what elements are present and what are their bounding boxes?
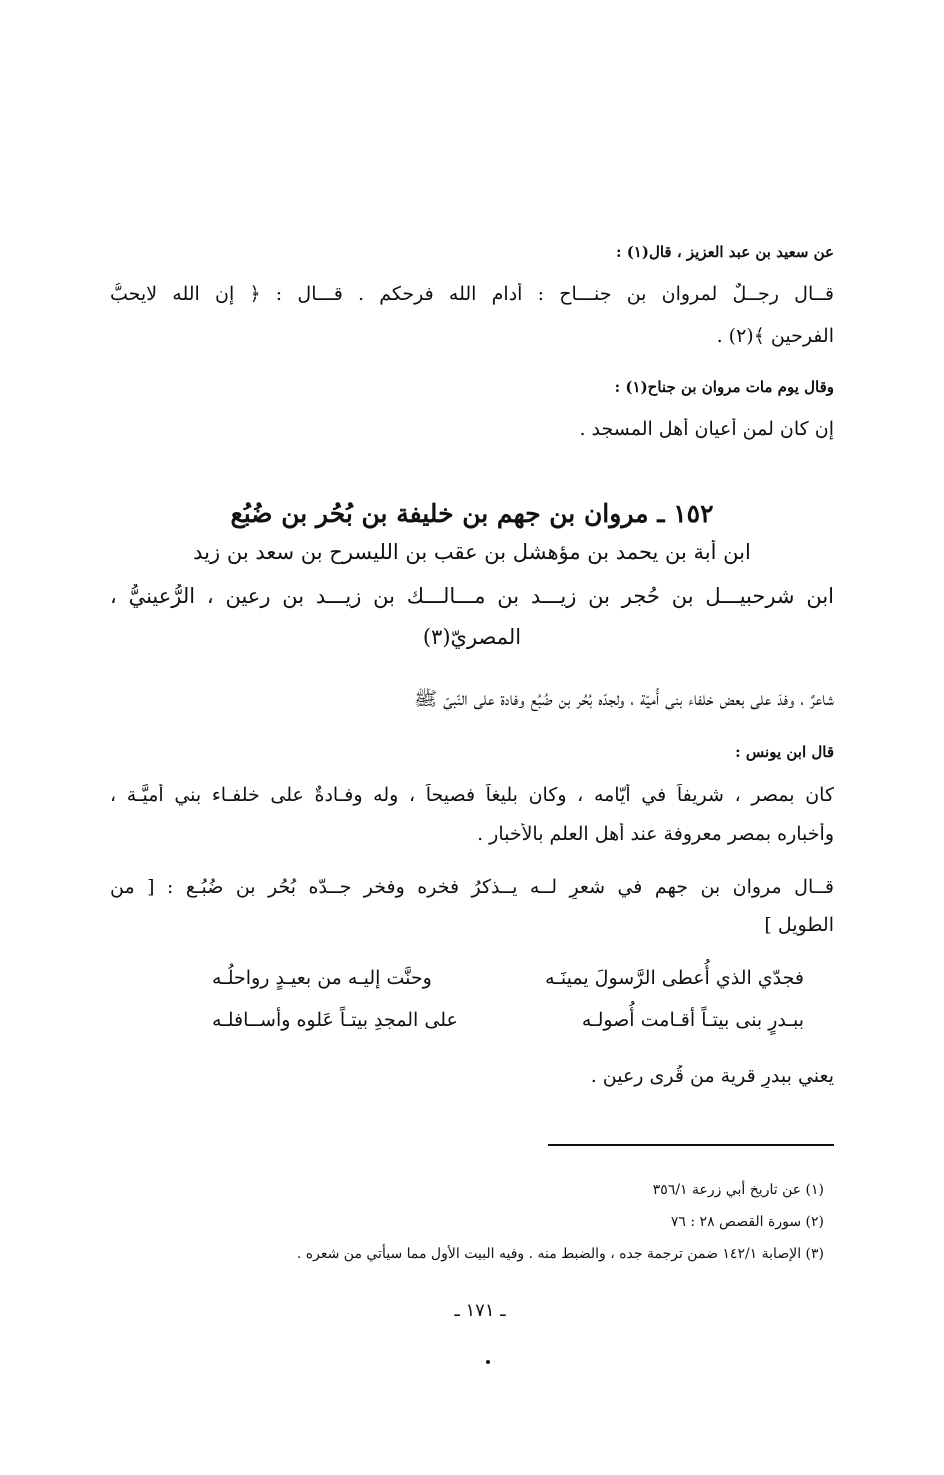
verse-hemistich-first: فجدّي الذي أُعطى الرَّسولَ يمينَـه [545,967,804,989]
verse-hemistich-second: وحنَّت إليـه من بعيـدٍ رواحلُـه [212,967,432,989]
body-line: كان بمصر ، شريفاً في أيّامه ، وكان بليغاً فصيحاً ، وله وفـادةٌ على خلفـاء بني أُميَّـة ، [110,784,834,806]
entry-lineage: ابن أبة بن يحمد بن مؤهشل بن عقب بن الليسرح بن سعد بن زيد [193,540,751,564]
narration-intro: قال ابن يونس : [735,743,834,761]
body-line: يعني ببدرٍ قرية من قُرى رعين . [590,1065,834,1087]
body-line: الطويل ] [764,914,834,936]
body-line: الفرحين ﴾(٢) . [716,325,834,347]
entry-lineage: ابن شرحبيـــل بن حُجر بن زيـــد بن مـــالـــك بن زيـــد بن رعين ، الرُّعينيُّ ، [110,584,834,608]
body-line: قــال رجــلٌ لمروان بن جنـــاح : أدام الله فرحكم . قـــال : ﴿ إن الله لايحبُّ [110,283,834,305]
narration-intro: وقال يوم مات مروان بن جناح(١) : [614,378,834,396]
verse-hemistich-second: على المجدِ بيتـاً عَلوه وأســافلـه [212,1009,458,1031]
body-line: إن كان لمن أعيان أهل المسجد . [579,418,834,440]
body-line: وأخباره بمصر معروفة عند أهل العلم بالأخبار . [477,823,834,845]
narration-intro: عن سعيد بن عبد العزيز ، قال(١) : [615,243,834,261]
page-number: ـ ١٧١ ـ [454,1300,506,1321]
body-line: شاعرٌ ، وفدَ على بعض خلفاء بني أُميّة ، ولجدّه بُحُر بن ضُبُع وفادة على النّبيّ ﷺ [414,688,834,710]
verse-hemistich-first: ببـدرٍ بنى بيتـاً أقـامت أُصولـه [581,1009,804,1031]
body-line: قــال مروان بن جهم في شعرٍ لــه يــذكرُ فخره وفخر جــدّه بُحُر بن ضُبُـع : [ من [110,876,834,898]
footnote-divider [548,1144,834,1146]
footnote: (٢) سورة القصص ٢٨ : ٧٦ [670,1214,824,1230]
page-mark [486,1360,490,1364]
footnote: (١) عن تاريخ أبي زرعة ٣٥٦/١ [652,1182,824,1198]
footnote: (٣) الإصابة ١٤٢/١ ضمن ترجمة جده ، والضبط منه . وفيه البيت الأول مما سيأتي من شعره . [296,1246,824,1262]
entry-lineage: المصريّ(٣) [422,625,522,649]
entry-heading: ١٥٢ ـ مروان بن جهم بن خليفة بن بُحُر بن ضُبُع [230,499,714,528]
